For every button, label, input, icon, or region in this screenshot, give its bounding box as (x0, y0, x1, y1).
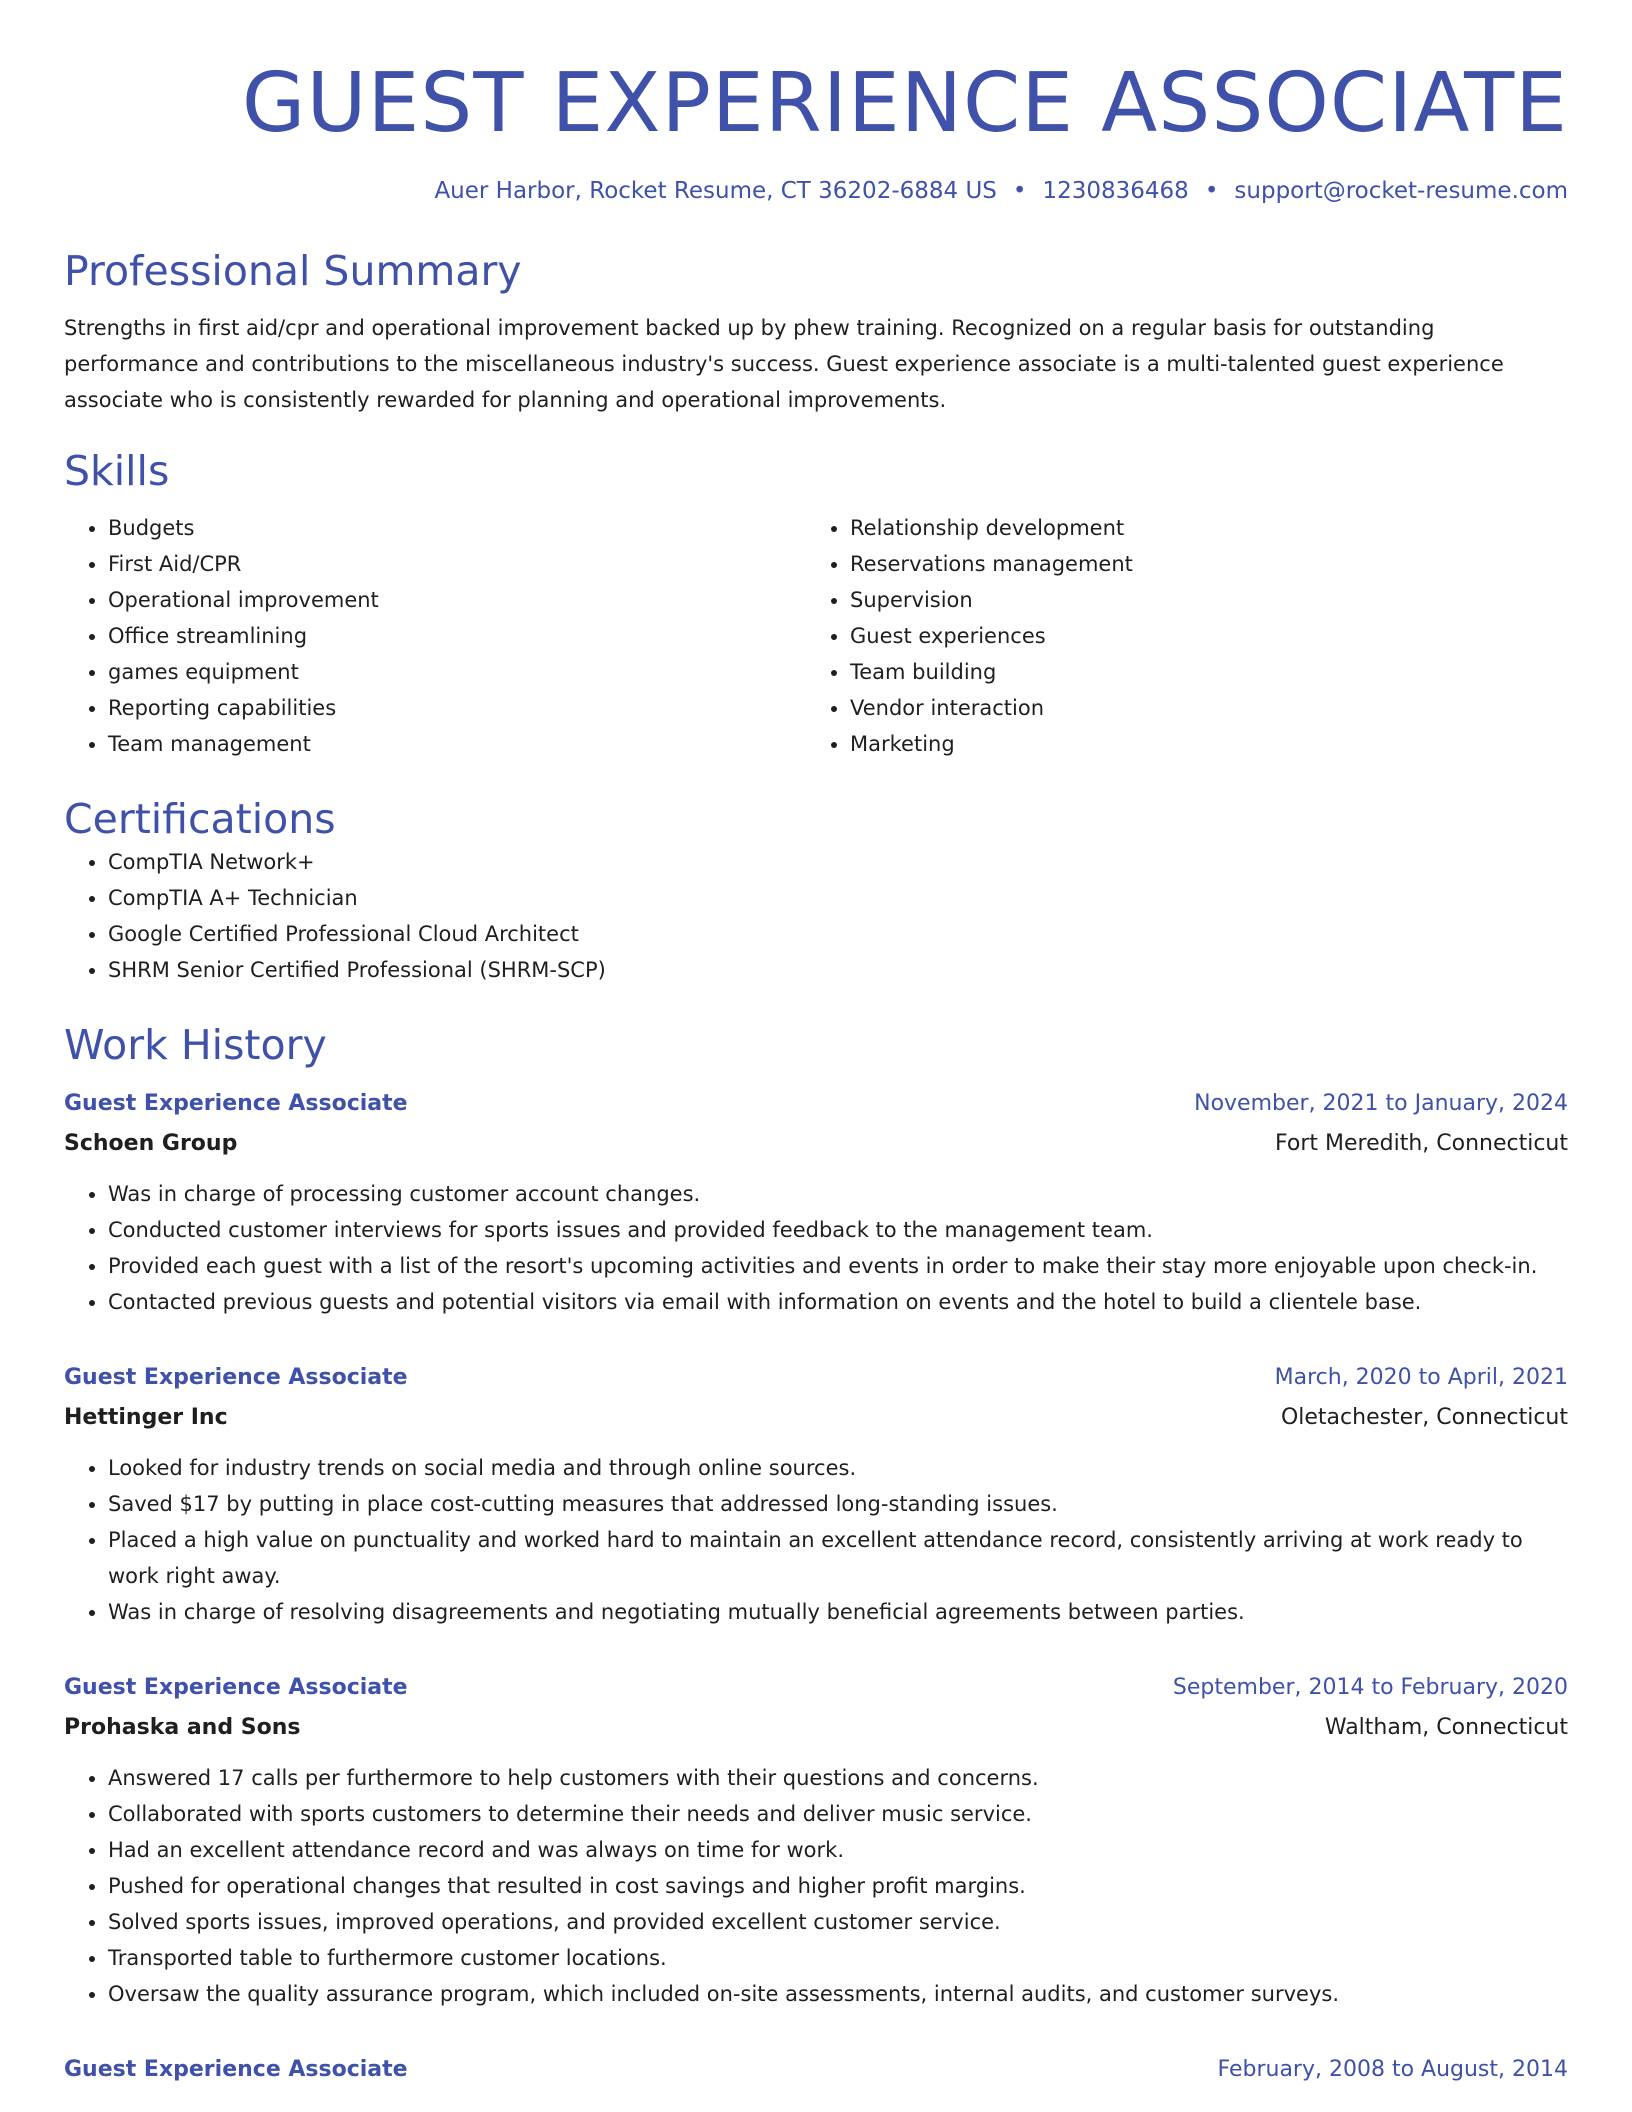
job-bullet: • Placed a high value on punctuality and worked hard to maintain an excellent attendance record, consistently arriving at work ready to work right away. (108, 1522, 1568, 1594)
job-title: Guest Experience Associate (64, 2057, 408, 2082)
job-dates: February, 2008 to August, 2014 (1217, 2057, 1568, 2082)
contact-address: Auer Harbor, Rocket Resume, CT 36202-6884 US (434, 178, 997, 204)
contact-phone: 1230836468 (1042, 178, 1189, 204)
job-bullet: • Answered 17 calls per furthermore to help customers with their questions and concerns. (108, 1760, 1568, 1796)
skills-columns (64, 510, 1568, 762)
certifications-list (64, 844, 1568, 988)
skills-heading: Skills (64, 447, 170, 495)
skill-item: • games equipment (108, 654, 806, 690)
job-company: Prohaska and Sons (64, 1715, 301, 1740)
job-entry (64, 1668, 1568, 2012)
job-location: Oletachester, Connecticut (1280, 1405, 1568, 1430)
candidate-name: GUEST EXPERIENCE ASSOCIATE (241, 56, 1568, 151)
job-bullets (64, 1760, 1568, 2012)
skill-item: • Office streamlining (108, 618, 806, 654)
skill-item: • Reservations management (850, 546, 1548, 582)
job-bullet: • Oversaw the quality assurance program, which included on-site assessments, internal audits, and customer surveys. (108, 1976, 1568, 2012)
job-header-row (64, 1358, 1568, 1398)
job-title: Guest Experience Associate (64, 1091, 408, 1116)
job-bullet: • Had an excellent attendance record and was always on time for work. (108, 1832, 1568, 1868)
skills-column-left (64, 510, 806, 762)
job-entry (64, 2050, 1568, 2090)
job-bullet: • Provided each guest with a list of the resort's upcoming activities and events in order to make their stay more enjoyable upon check-in. (108, 1248, 1568, 1284)
job-employer-row (64, 1708, 1568, 1748)
job-bullet: • Saved $17 by putting in place cost-cutting measures that addressed long-standing issues. (108, 1486, 1568, 1522)
job-bullets (64, 1176, 1568, 1320)
job-bullet: • Pushed for operational changes that resulted in cost savings and higher profit margins. (108, 1868, 1568, 1904)
skill-item: • First Aid/CPR (108, 546, 806, 582)
job-header-row (64, 2050, 1568, 2090)
contact-separator: • (1204, 178, 1219, 204)
job-bullet: • Was in charge of processing customer account changes. (108, 1176, 1568, 1212)
skill-item: • Budgets (108, 510, 806, 546)
summary-heading: Professional Summary (64, 247, 522, 295)
skill-item: • Marketing (850, 726, 1548, 762)
skill-item: • Guest experiences (850, 618, 1548, 654)
job-bullet: • Was in charge of resolving disagreements and negotiating mutually beneficial agreements between parties. (108, 1594, 1568, 1630)
certification-item: • Google Certified Professional Cloud Architect (108, 916, 1568, 952)
skill-item: • Operational improvement (108, 582, 806, 618)
job-bullet: • Conducted customer interviews for sports issues and provided feedback to the management team. (108, 1212, 1568, 1248)
skill-item: • Team management (108, 726, 806, 762)
job-dates: September, 2014 to February, 2020 (1172, 1675, 1568, 1700)
job-company: Schoen Group (64, 1131, 238, 1156)
job-entry (64, 1358, 1568, 1630)
job-employer-row (64, 1124, 1568, 1164)
skill-item: • Reporting capabilities (108, 690, 806, 726)
contact-email[interactable]: support@rocket-resume.com (1234, 178, 1568, 204)
skills-list-right (806, 510, 1548, 762)
contact-separator: • (1012, 178, 1027, 204)
certification-item: • CompTIA A+ Technician (108, 880, 1568, 916)
job-company: Hettinger Inc (64, 1405, 228, 1430)
certifications-heading: Certifications (64, 795, 336, 843)
job-bullet: • Collaborated with sports customers to determine their needs and deliver music service. (108, 1796, 1568, 1832)
job-header-row (64, 1084, 1568, 1124)
job-title: Guest Experience Associate (64, 1365, 408, 1390)
certification-item: • SHRM Senior Certified Professional (SHRM-SCP) (108, 952, 1568, 988)
job-employer-row (64, 1398, 1568, 1438)
job-entry (64, 1084, 1568, 1320)
skill-item: • Vendor interaction (850, 690, 1548, 726)
contact-line (64, 176, 1568, 206)
job-bullets (64, 1450, 1568, 1630)
job-title: Guest Experience Associate (64, 1675, 408, 1700)
job-location: Fort Meredith, Connecticut (1275, 1131, 1568, 1156)
work-history-heading: Work History (64, 1021, 327, 1069)
job-bullet: • Looked for industry trends on social media and through online sources. (108, 1450, 1568, 1486)
certification-item: • CompTIA Network+ (108, 844, 1568, 880)
skill-item: • Supervision (850, 582, 1548, 618)
summary-text: Strengths in first aid/cpr and operational improvement backed up by phew training. Recognized on a regular basis for outstanding performance and contributions to the miscellaneous industry's success. Guest experience associate is a multi-talented guest experience associate who is consistently rewarded for planning and operational improvements. (64, 316, 1504, 412)
job-dates: November, 2021 to January, 2024 (1194, 1091, 1568, 1116)
skill-item: • Relationship development (850, 510, 1548, 546)
skill-item: • Team building (850, 654, 1548, 690)
job-location: Waltham, Connecticut (1324, 1715, 1568, 1740)
job-bullet: • Contacted previous guests and potential visitors via email with information on events and the hotel to build a clientele base. (108, 1284, 1568, 1320)
resume-page (64, 0, 1568, 2090)
skills-column-right (806, 510, 1548, 762)
skills-list-left (64, 510, 806, 762)
job-bullet: • Solved sports issues, improved operations, and provided excellent customer service. (108, 1904, 1568, 1940)
job-bullet: • Transported table to furthermore customer locations. (108, 1940, 1568, 1976)
job-header-row (64, 1668, 1568, 1708)
job-dates: March, 2020 to April, 2021 (1274, 1365, 1568, 1390)
